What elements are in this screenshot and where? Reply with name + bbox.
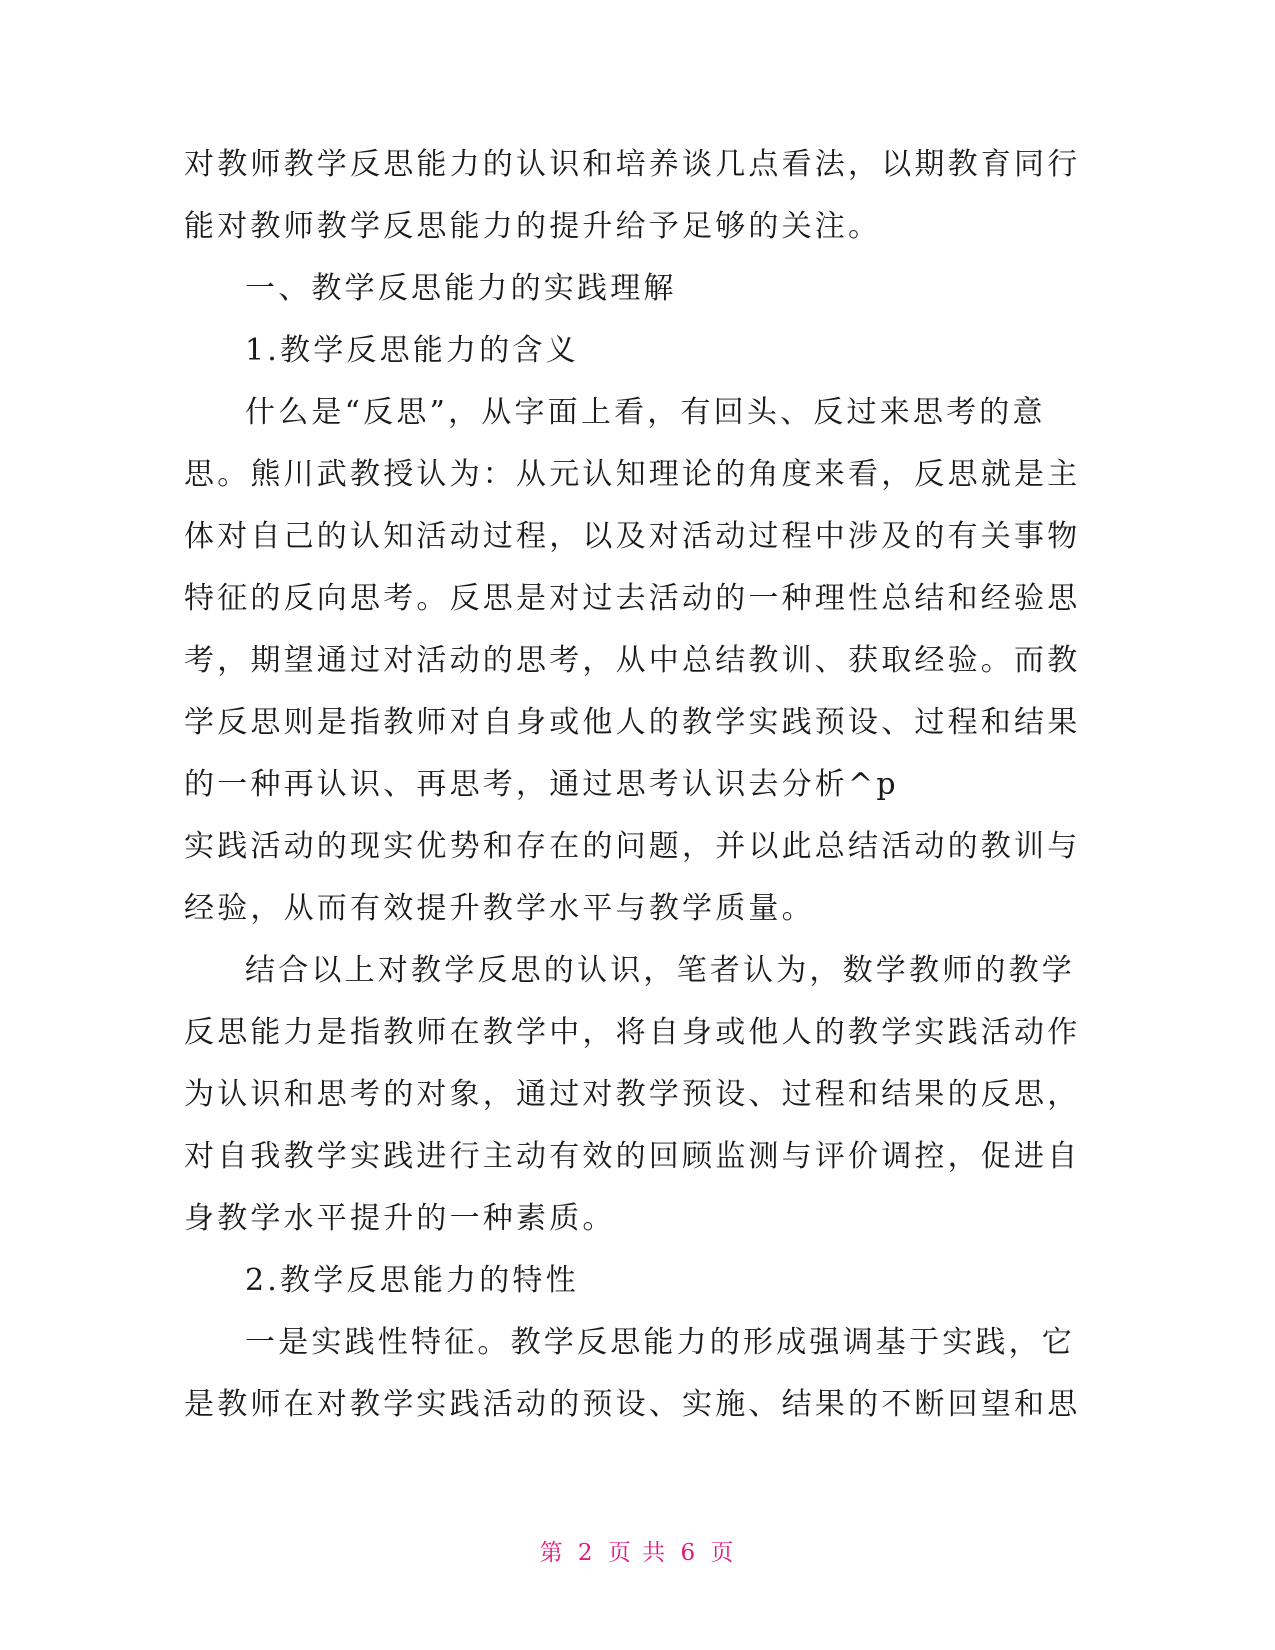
footer-suffix: 页	[710, 1540, 736, 1566]
text-line: 实践活动的现实优势和存在的问题，并以此总结活动的教训与	[184, 829, 1081, 864]
section-heading: 一、教学反思能力的实践理解	[245, 271, 677, 306]
text-line: 的一种再认识、再思考，通过思考认识去分析^p	[184, 767, 899, 802]
current-page-number: 2	[577, 1540, 595, 1566]
subsection-heading: 2.教学反思能力的特性	[245, 1263, 579, 1298]
text-line: 对教师教学反思能力的认识和培养谈几点看法，以期教育同行	[184, 147, 1081, 182]
text-line: 能对教师教学反思能力的提升给予足够的关注。	[184, 209, 882, 244]
text-line: 对自我教学实践进行主动有效的回顾监测与评价调控，促进自	[184, 1139, 1081, 1174]
text-line: 为认识和思考的对象，通过对教学预设、过程和结果的反思，	[184, 1077, 1081, 1112]
text-line: 考，期望通过对活动的思考，从中总结教训、获取经验。而教	[184, 643, 1081, 678]
text-line: 是教师在对教学实践活动的预设、实施、结果的不断回望和思	[184, 1387, 1081, 1422]
text-line: 身教学水平提升的一种素质。	[184, 1201, 616, 1236]
text-line: 结合以上对教学反思的认识，笔者认为，数学教师的教学	[245, 953, 1075, 988]
text-line: 特征的反向思考。反思是对过去活动的一种理性总结和经验思	[184, 581, 1081, 616]
text-line: 学反思则是指教师对自身或他人的教学实践预设、过程和结果	[184, 705, 1081, 740]
text-line: 什么是“反思”，从字面上看，有回头、反过来思考的意	[245, 395, 1046, 430]
text-line: 经验，从而有效提升教学水平与教学质量。	[184, 891, 815, 926]
subsection-heading: 1.教学反思能力的含义	[245, 333, 579, 368]
text-line: 一是实践性特征。教学反思能力的形成强调基于实践，它	[245, 1325, 1075, 1360]
page-number-footer	[0, 1538, 1275, 1568]
text-line: 思。熊川武教授认为：从元认知理论的角度来看，反思就是主	[184, 457, 1081, 492]
text-line: 体对自己的认知活动过程，以及对活动过程中涉及的有关事物	[184, 519, 1081, 554]
total-page-count: 6	[680, 1540, 698, 1566]
footer-prefix: 第	[539, 1540, 565, 1566]
text-line: 反思能力是指教师在教学中，将自身或他人的教学实践活动作	[184, 1015, 1081, 1050]
footer-middle: 页 共	[607, 1540, 668, 1566]
